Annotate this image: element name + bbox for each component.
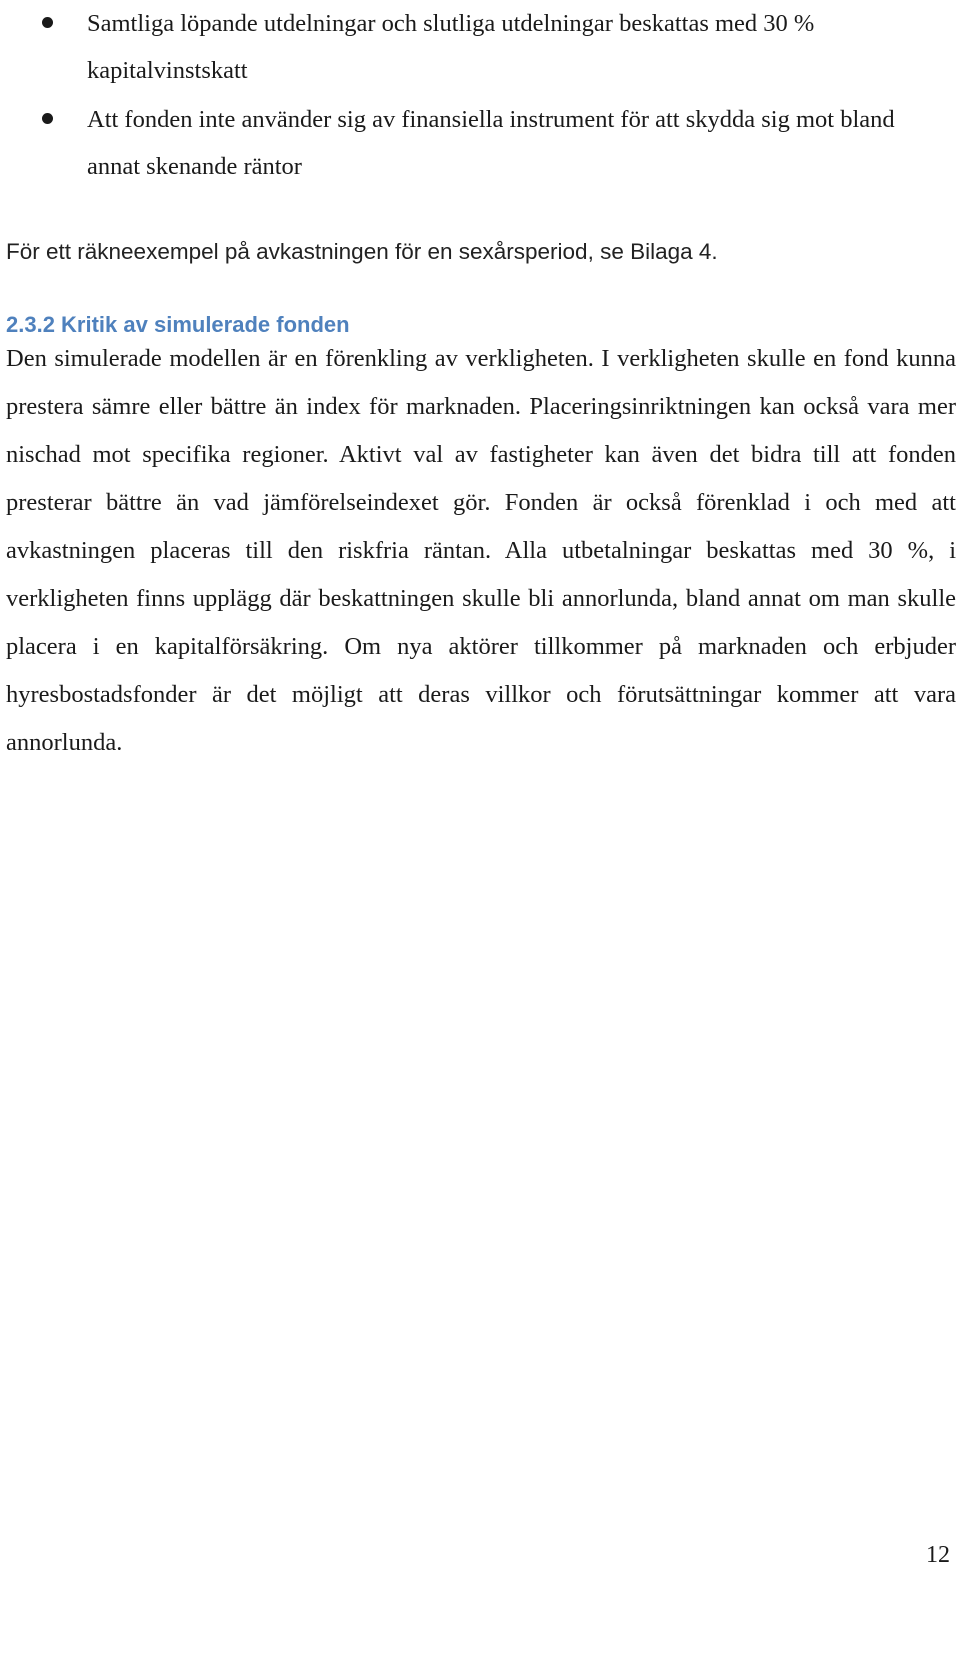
section-body-paragraph: Den simulerade modellen är en förenkling av verkligheten. I verkligheten skulle en fond kunna prestera sämre eller bättre än index för marknaden. Placeringsinriktningen kan också vara mer nischad mot specifika regioner. Aktivt val av fastigheter kan även det bidra till att fonden presterar bättre än vad jämförelseindexet gör. Fonden är också förenklad i och med att avkastningen placeras till den riskfria räntan. Alla utbetalningar beskattas med 30 %, i verkligheten finns upplägg där beskattningen skulle bli annorlunda, bland annat om man skulle placera i en kapitalförsäkring. Om nya aktörer tillkommer på marknaden och erbjuder hyresbostadsfonder är det möjligt att deras villkor och förutsättningar kommer att vara annorlunda. (6, 345, 956, 756)
list-item (0, 96, 960, 190)
bullet-icon (42, 17, 53, 28)
bullet-text: Samtliga löpande utdelningar och slutliga utdelningar beskattas med 30 % kapitalvinstskatt (87, 10, 815, 84)
bullet-icon (42, 113, 53, 124)
section-heading: 2.3.2 Kritik av simulerade fonden (6, 312, 350, 337)
list-item (0, 0, 960, 94)
page-number: 12 (926, 1542, 950, 1568)
intro-paragraph: För ett räkneexempel på avkastningen för en sexårsperiod, se Bilaga 4. (6, 239, 718, 264)
bullet-text: Att fonden inte använder sig av finansiella instrument för att skydda sig mot bland annat skenande räntor (87, 106, 895, 180)
bullet-list (0, 0, 960, 192)
